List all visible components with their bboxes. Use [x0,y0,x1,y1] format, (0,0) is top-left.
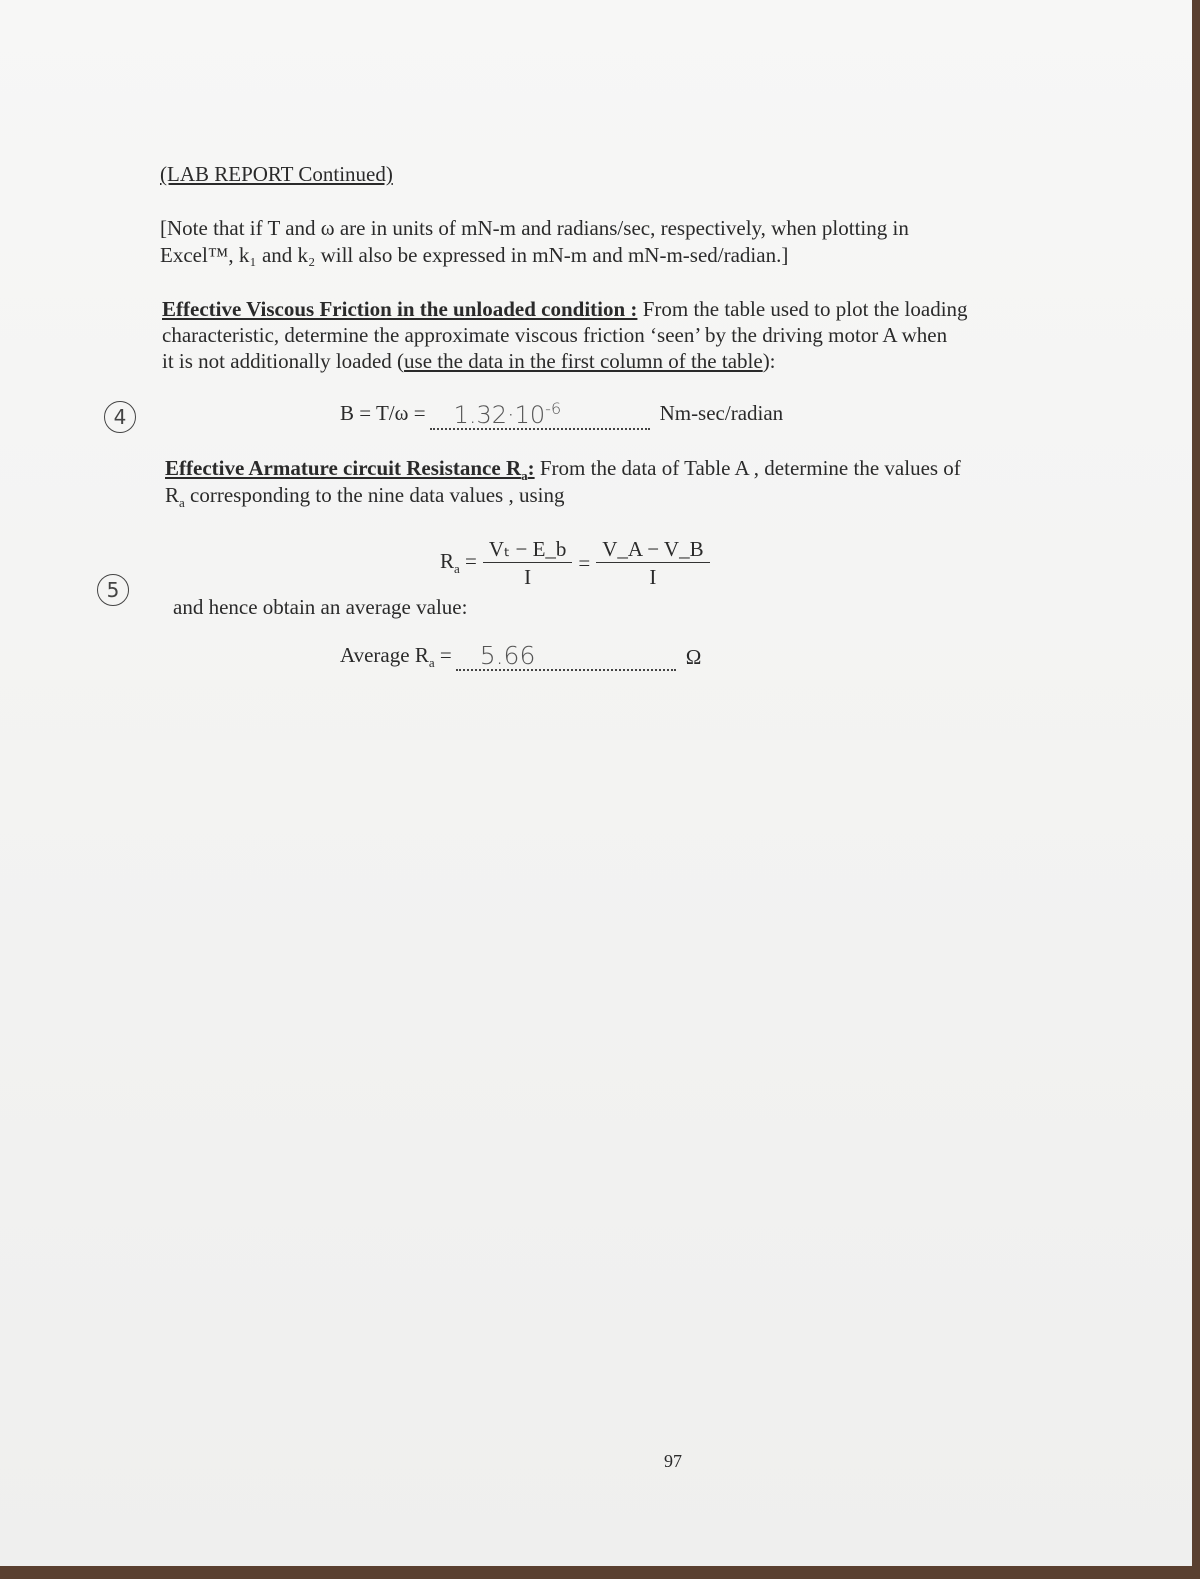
average-unit: Ω [685,644,702,669]
text: : [527,456,535,480]
viscous-line-1 [162,296,968,322]
text: Effective Armature circuit Resistance R [165,456,522,480]
sub: a [454,561,460,577]
underlined-text: use the data in the first column of the table [404,349,763,373]
text: R [440,549,455,574]
grade-mark-4: 4 [104,401,136,433]
text: ): [762,349,776,373]
note-line-2: Excel™, k₁ and k₂ will also be expressed in mN-m and mN-m-sed/radian.] [160,243,789,267]
page-number: 97 [664,1451,682,1471]
average-row [340,643,701,671]
b-formula-row [340,396,783,430]
text: corresponding to the nine data values , using [184,483,565,507]
fraction-1 [483,536,573,591]
armature-heading [165,456,535,484]
ra-lhs [440,549,477,577]
viscous-line-3 [162,348,776,374]
fraction-2 [596,536,709,591]
average-label [340,643,452,671]
sub: a [428,655,435,671]
text: = [465,549,477,574]
numerator-1: Vₜ − E_b [483,536,573,563]
numerator-2: V_A − V_B [596,536,709,563]
note-line-1: [Note that if T and ω are in units of mN-m and radians/sec, respectively, when plotting in [160,216,909,240]
text: = [434,643,452,667]
page-header: (LAB REPORT Continued) [160,162,393,186]
viscous-heading: Effective Viscous Friction in the unloaded condition : [162,297,638,321]
average-instruction: and hence obtain an average value: [173,595,468,619]
b-answer-handwritten [430,396,650,430]
grade-mark-5: 5 [97,574,129,606]
viscous-line-2: characteristic, determine the approximate viscous friction ‘seen’ by the driving motor A when [162,323,948,347]
denominator-1: I [524,565,532,589]
sub: a [521,468,528,484]
b-unit: Nm-sec/radian [659,400,784,425]
b-formula-label: B = T/ω = [340,400,426,425]
sub: a [179,495,185,511]
armature-line-2 [165,482,564,516]
text: R [165,483,180,507]
viscous-text: From the table used to plot the loading [637,297,968,321]
average-answer-handwritten: 5.66 [456,643,676,671]
text: From the data of Table A , determine the values of [534,456,961,480]
text: it is not additionally loaded ( [162,349,405,373]
text: Average R [340,643,429,667]
denominator-2: I [649,565,657,589]
answer-value: 1.32·10 [453,401,546,429]
ra-formula-row [440,536,716,591]
answer-exponent: -6 [545,399,562,418]
equals: = [578,551,591,575]
